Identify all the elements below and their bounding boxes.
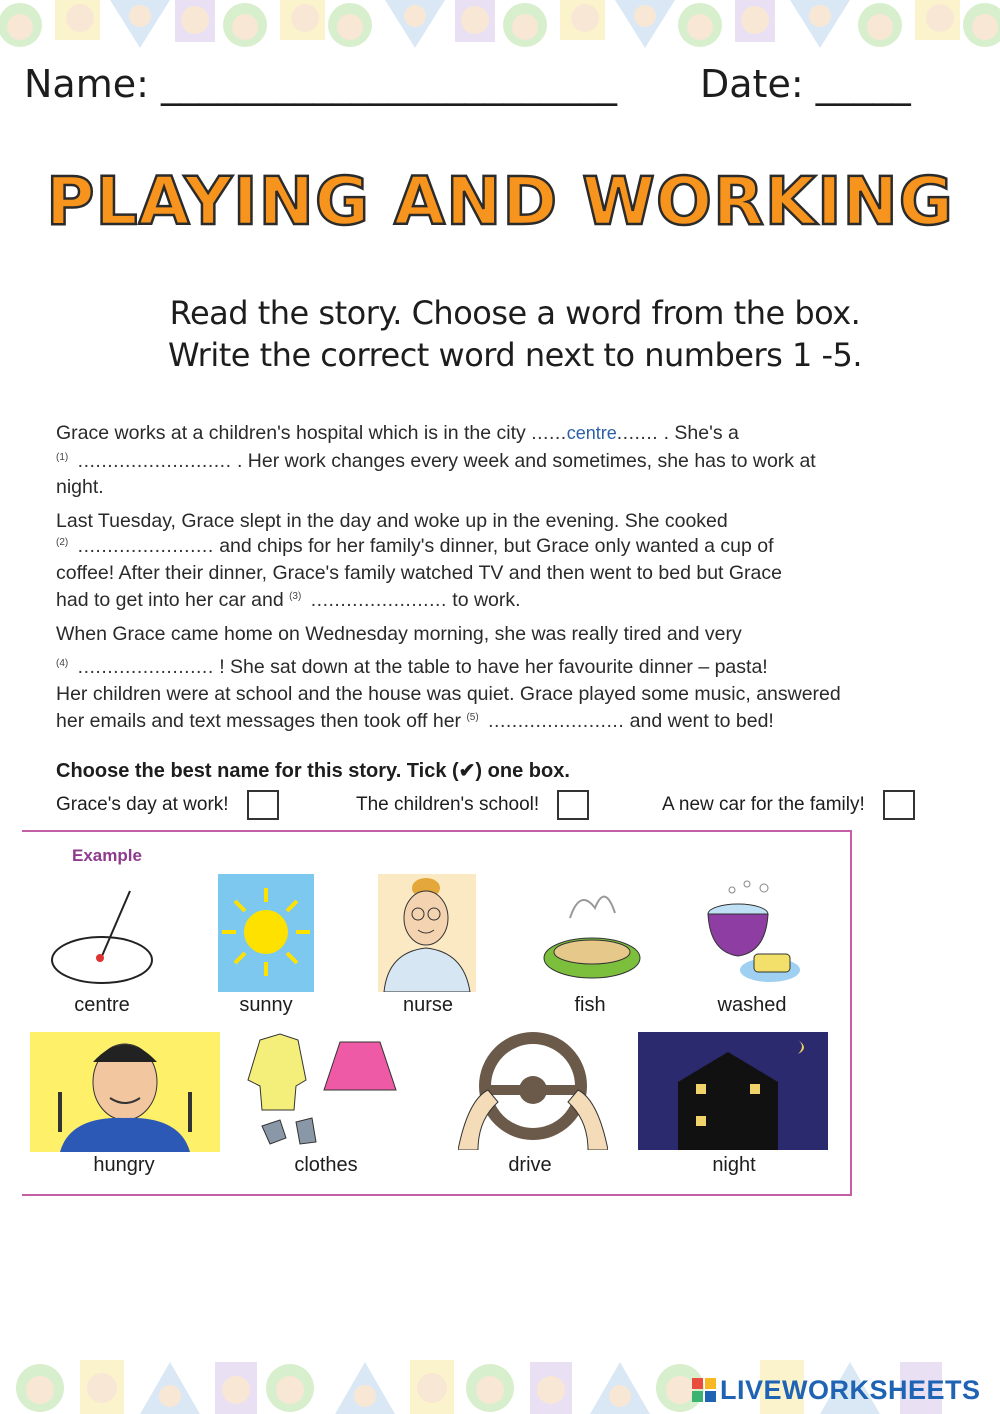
story-text-line: When Grace came home on Wednesday morning, she was really tired and very bbox=[56, 623, 742, 645]
story-text-line: coffee! After their dinner, Grace's family watched TV and then went to bed but Grace bbox=[56, 562, 782, 584]
story-text-line: ! She sat down at the table to have her favourite dinner – pasta! bbox=[219, 656, 768, 678]
tick-checkbox[interactable] bbox=[247, 790, 279, 820]
fish-dish-icon bbox=[540, 878, 644, 988]
example-answer: centre bbox=[566, 423, 617, 443]
instruction-line-2: Write the correct word next to numbers 1 -5. bbox=[167, 336, 863, 374]
blank-number-4: (4) bbox=[56, 657, 69, 669]
decorative-pattern-icon bbox=[0, 0, 1000, 62]
header bbox=[24, 62, 974, 122]
story-text-line: Last Tuesday, Grace slept in the day and woke up in the evening. She cooked bbox=[56, 510, 728, 532]
tick-checkbox[interactable] bbox=[883, 790, 915, 820]
tick-checkbox[interactable] bbox=[557, 790, 589, 820]
story-text-line: her emails and text messages then took off her bbox=[56, 710, 462, 732]
house-at-night-icon bbox=[638, 1032, 828, 1150]
answer-blank-5[interactable]: ....................... bbox=[488, 710, 625, 732]
story-text-line: Her children were at school and the house was quiet. Grace played some music, answered bbox=[56, 683, 841, 705]
liveworksheets-logo bbox=[692, 1374, 981, 1406]
word-night: night bbox=[712, 1154, 756, 1176]
sun-icon bbox=[218, 874, 314, 992]
answer-blank-3[interactable]: ....................... bbox=[310, 589, 447, 611]
story-text-line: and went to bed! bbox=[629, 710, 774, 732]
option-childrens-school[interactable] bbox=[356, 790, 589, 820]
blank-dots: ....... bbox=[616, 422, 659, 444]
answer-blank-1[interactable]: .......................... bbox=[77, 450, 232, 472]
top-decorative-border bbox=[0, 0, 1000, 62]
target-icon bbox=[50, 886, 160, 996]
question-title: Choose the best name for this story. Tick (✔) one box. bbox=[56, 760, 570, 782]
answer-blank-2[interactable]: ....................... bbox=[77, 535, 214, 557]
brand-text: LIVEWORKSHEETS bbox=[720, 1374, 981, 1405]
word-fish: fish bbox=[574, 994, 606, 1016]
option-label: The children's school! bbox=[356, 794, 540, 815]
blank-dots: ...... bbox=[531, 422, 567, 444]
word-centre: centre bbox=[74, 994, 130, 1016]
hungry-person-icon bbox=[30, 1032, 220, 1152]
answer-blank-4[interactable]: ....................... bbox=[77, 656, 214, 678]
story-text-line: and chips for her family's dinner, but Grace only wanted a cup of bbox=[219, 535, 774, 557]
word-hungry: hungry bbox=[93, 1154, 155, 1176]
option-label: A new car for the family! bbox=[662, 794, 865, 815]
story-text-line: . Her work changes every week and sometimes, she has to work at bbox=[236, 450, 816, 472]
blank-number-2: (2) bbox=[56, 536, 69, 548]
story-text-line: night. bbox=[56, 476, 104, 498]
story-text-line: Grace works at a children's hospital which is in the city bbox=[56, 422, 526, 444]
story-text-line: had to get into her car and bbox=[56, 589, 284, 611]
story-text-line: . She's a bbox=[663, 422, 739, 444]
date-field[interactable]: Date: _____ bbox=[700, 62, 911, 106]
word-sunny: sunny bbox=[239, 994, 293, 1016]
logo-grid-icon bbox=[692, 1378, 716, 1402]
option-label: Grace's day at work! bbox=[56, 794, 229, 815]
clothes-icon bbox=[240, 1030, 410, 1148]
washing-bowl-icon bbox=[702, 876, 812, 988]
blank-number-5: (5) bbox=[466, 711, 479, 723]
steering-wheel-icon bbox=[458, 1030, 608, 1150]
instruction-line-1: Read the story. Choose a word from the box. bbox=[169, 294, 861, 332]
word-washed: washed bbox=[717, 994, 787, 1016]
blank-number-3: (3) bbox=[289, 590, 302, 602]
nurse-icon bbox=[378, 874, 476, 992]
name-field[interactable]: Name: ________________________ bbox=[24, 62, 617, 106]
story-text-line: to work. bbox=[452, 589, 521, 611]
page-title: PLAYING AND WORKING bbox=[46, 163, 954, 240]
option-graces-day[interactable] bbox=[56, 790, 279, 820]
blank-number-1: (1) bbox=[56, 451, 69, 463]
example-label: Example bbox=[72, 846, 142, 865]
word-drive: drive bbox=[508, 1154, 552, 1176]
option-new-car[interactable] bbox=[662, 790, 915, 820]
word-clothes: clothes bbox=[294, 1154, 358, 1176]
word-nurse: nurse bbox=[402, 994, 454, 1016]
